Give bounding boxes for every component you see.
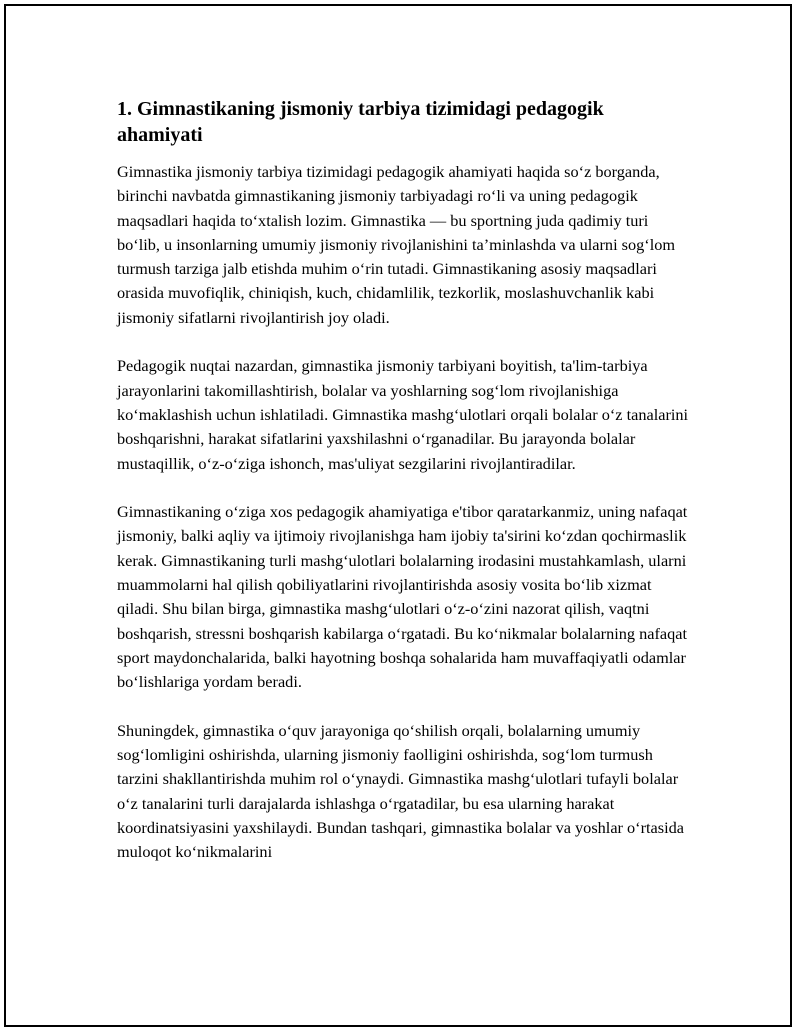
paragraph-4: Shuningdek, gimnastika o‘quv jarayoniga qo‘shilish orqali, bolalarning umumiy sog‘lomligini oshirishda, ularning jismoniy faolligini oshirishda, sog‘lom turmush tarzini shakllantirishda muhim rol o‘ynaydi. Gimnastika mashg‘ulotlari tufayli bolalar o‘z tanalarini turli darajalarda ishlashga o‘rgatadilar, bu esa ularning harakat koordinatsiyasini yaxshilaydi. Bundan tashqari, gimnastika bolalar va yoshlar o‘rtasida muloqot ko‘nikmalarini — [117, 720, 685, 862]
section-heading: 1. Gimnastikaning jismoniy tarbiya tizimidagi pedagogik ahamiyati — [117, 98, 604, 146]
paragraph-2: Pedagogik nuqtai nazardan, gimnastika jismoniy tarbiyani boyitish, ta'lim-tarbiya jarayonlarini takomillashtirish, bolalar va yoshlarning sog‘lom rivojlanishiga ko‘maklashish uchun ishlatiladi. Gimnastika mashg‘ulotlari orqali bolalar o‘z tanalarini boshqarishni, harakat sifatlarini yaxshilashni o‘rganadilar. Bu jarayonda bolalar mustaqillik, o‘z-o‘ziga ishonch, mas'uliyat sezgilarini rivojlantiradilar. — [117, 356, 689, 473]
paragraph-1: Gimnastika jismoniy tarbiya tizimidagi pedagogik ahamiyati haqida so‘z borganda, birinchi navbatda gimnastikaning jismoniy tarbiyadagi ro‘li va uning pedagogik maqsadlari haqida to‘xtalish lozim. Gimnastika — bu sportning juda qadimiy turi bo‘lib, u insonlarning umumiy jismoniy rivojlanishini ta’minlashda va ularni sog‘lom turmush tarziga jalb etishda muhim o‘rin tutadi. Gimnastikaning asosiy maqsadlari orasida muvofiqlik, chiniqish, kuch, chidamlilik, tezkorlik, moslashuvchanlik kabi jismoniy sifatlarni rivojlantirish joy oladi. — [117, 162, 676, 327]
paragraph-3: Gimnastikaning o‘ziga xos pedagogik ahamiyatiga e'tibor qaratarkanmiz, uning nafaqat jismoniy, balki aqliy va ijtimoiy rivojlanishga ham ijobiy ta'sirini ko‘zdan qochirmaslik kerak. Gimnastikaning turli mashg‘ulotlari bolalarning irodasini mustahkamlash, ularni muammolarni hal qilish qobiliyatlarini rivojlantirishda asosiy vosita bo‘lib xizmat qiladi. Shu bilan birga, gimnastika mashg‘ulotlari o‘z-o‘zini nazorat qilish, vaqtni boshqarish, stressni boshqarish kabilarga o‘rgatadi. Bu ko‘nikmalar bolalarning nafaqat sport maydonchalarida, balki hayotning boshqa sohalarida ham muvaffaqiyatli odamlar bo‘lishlariga yordam beradi. — [117, 502, 688, 692]
document-body — [117, 96, 689, 889]
